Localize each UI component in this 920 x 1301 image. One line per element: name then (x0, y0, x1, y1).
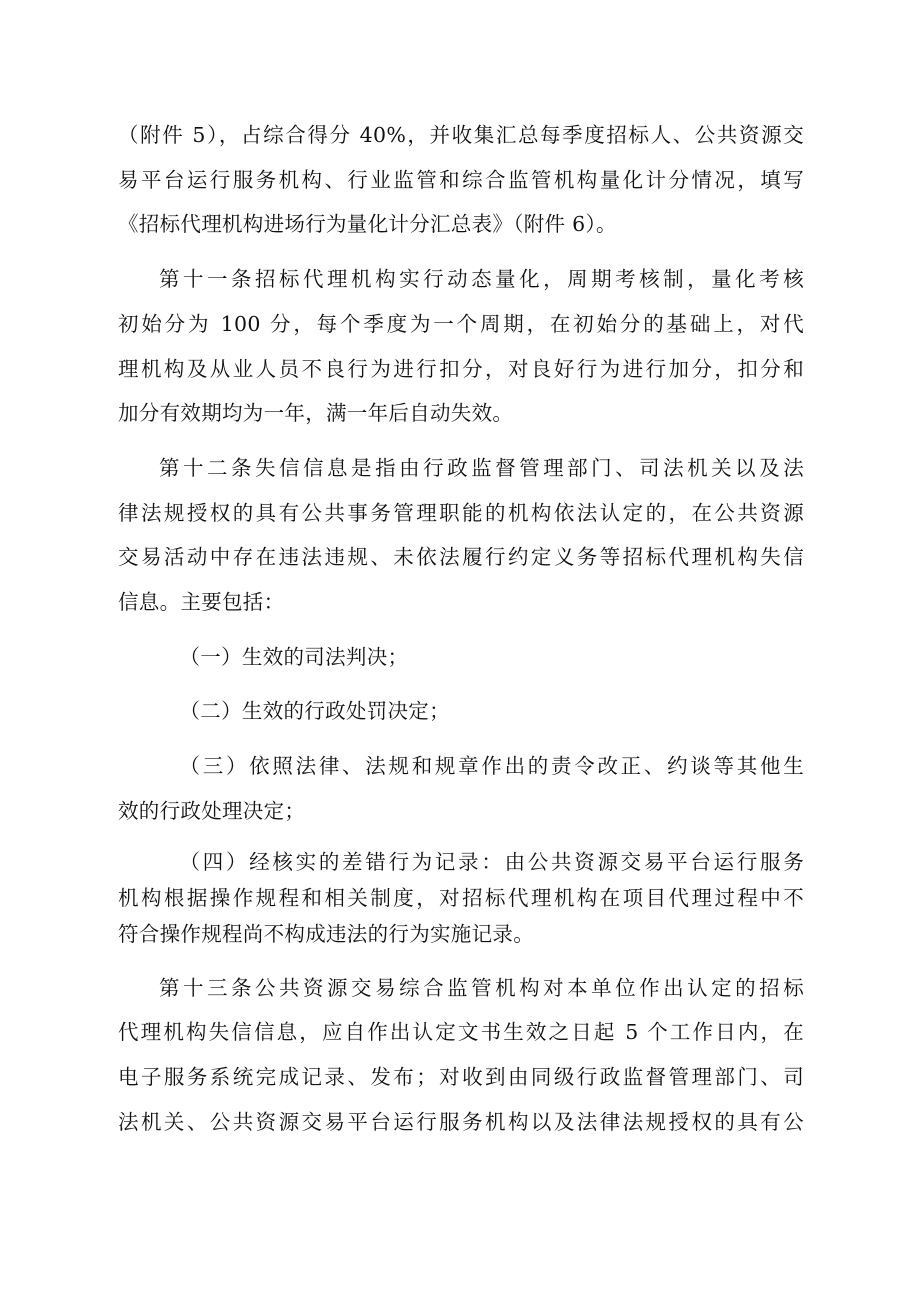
text-line: 初始分为 100 分，每个季度为一个周期，在初始分的基础上，对代 (118, 311, 804, 336)
text-line: 易平台运行服务机构、行业监管和综合监管机构量化计分情况，填写 (118, 167, 804, 192)
text-line: （附件 5），占综合得分 40%，并收集汇总每季度招标人、公共资源交 (118, 123, 804, 147)
paragraph-attachment-5 (118, 113, 804, 247)
text-line: 法机关、公共资源交易平台运行服务机构以及法律法规授权的具有公 (118, 1109, 804, 1134)
text-line: 第十二条失信信息是指由行政监督管理部门、司法机关以及法 (159, 455, 804, 480)
text-line: 代理机构失信信息，应自作出认定文书生效之日起 5 个工作日内，在 (118, 1020, 804, 1045)
paragraph-article-11 (118, 257, 804, 436)
text-line: 第十一条招标代理机构实行动态量化，周期考核制，量化考核 (159, 267, 804, 292)
text-line: 信息。主要包括： (118, 590, 285, 615)
text-line: 理机构及从业人员不良行为进行扣分，对良好行为进行加分，扣分和 (118, 356, 804, 381)
text-line: （三）依照法律、法规和规章作出的责令改正、约谈等其他生 (179, 754, 804, 779)
text-line: 第十三条公共资源交易综合监管机构对本单位作出认定的招标 (159, 975, 804, 1000)
text-line: （二）生效的行政处罚决定； (179, 699, 450, 724)
text-line: 效的行政处理决定； (118, 798, 306, 823)
text-line: 电子服务系统完成记录、发布；对收到由同级行政监督管理部门、司 (118, 1064, 804, 1089)
paragraph-article-12 (118, 446, 804, 625)
list-item-3 (118, 744, 804, 833)
text-line: 加分有效期均为一年，满一年后自动失效。 (118, 401, 514, 426)
document-page (118, 113, 804, 1154)
list-item-1 (118, 635, 804, 680)
text-line: 机构根据操作规程和相关制度，对招标代理机构在项目代理过程中不 (118, 885, 804, 910)
list-item-4 (118, 844, 804, 952)
text-line: （四）经核实的差错行为记录：由公共资源交易平台运行服务 (179, 849, 804, 874)
text-line: （一）生效的司法判决； (179, 644, 409, 669)
paragraph-article-13 (118, 966, 804, 1145)
text-line: 交易活动中存在违法违规、未依法履行约定义务等招标代理机构失信 (118, 545, 804, 570)
text-line: 《招标代理机构进场行为量化计分汇总表》（附件 6）。 (118, 212, 617, 237)
text-line: 符合操作规程尚不构成违法的行为实施记录。 (118, 921, 534, 946)
list-item-2 (118, 689, 804, 734)
text-line: 律法规授权的具有公共事务管理职能的机构依法认定的，在公共资源 (118, 500, 804, 525)
